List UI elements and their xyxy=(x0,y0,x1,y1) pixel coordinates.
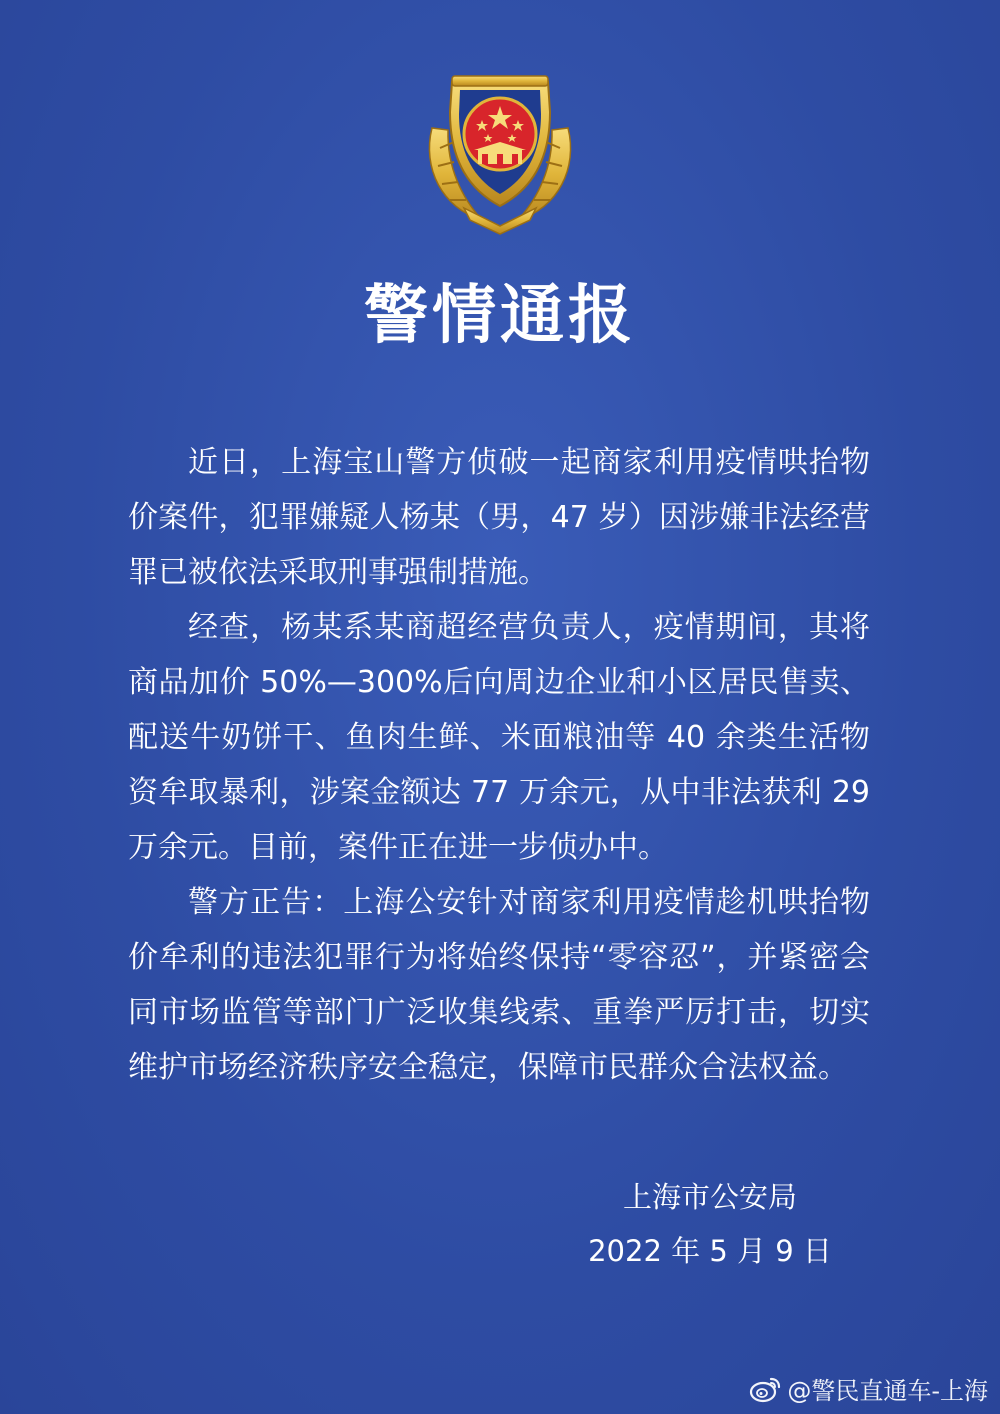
weibo-icon xyxy=(749,1375,781,1403)
issuing-organization: 上海市公安局 xyxy=(622,1180,797,1214)
paragraph-police-warning: 警方正告：上海公安针对商家利用疫情趁机哄抬物价牟利的违法犯罪行为将始终保持“零容忍”，并紧密会同市场监管等部门广泛收集线索、重拳严厉打击，切实维护市场经济秩序安全稳定，保障市民群众合法权益。 xyxy=(128,885,870,1085)
bulletin-body xyxy=(128,435,870,1095)
paragraph-investigation: 经查，杨某系某商超经营负责人，疫情期间，其将商品加价 50%—300%后向周边企业和小区居民售卖、配送牛奶饼干、鱼肉生鲜、米面粮油等 40 余类生活物资牟取暴利，涉案金额达 77 万余元，从中非法获利 29 万余元。目前，案件正在进一步侦办中。 xyxy=(128,610,870,865)
weibo-watermark xyxy=(749,1371,988,1406)
police-emblem-icon xyxy=(412,68,588,236)
bulletin-title: 警情通报 xyxy=(364,279,636,353)
watermark-account: @警民直通车-上海 xyxy=(787,1377,988,1405)
issue-date: 2022 年 5 月 9 日 xyxy=(588,1234,832,1268)
signature-block xyxy=(540,1170,880,1278)
paragraph-case-summary: 近日，上海宝山警方侦破一起商家利用疫情哄抬物价案件，犯罪嫌疑人杨某（男，47 岁）因涉嫌非法经营罪已被依法采取刑事强制措施。 xyxy=(128,445,870,590)
